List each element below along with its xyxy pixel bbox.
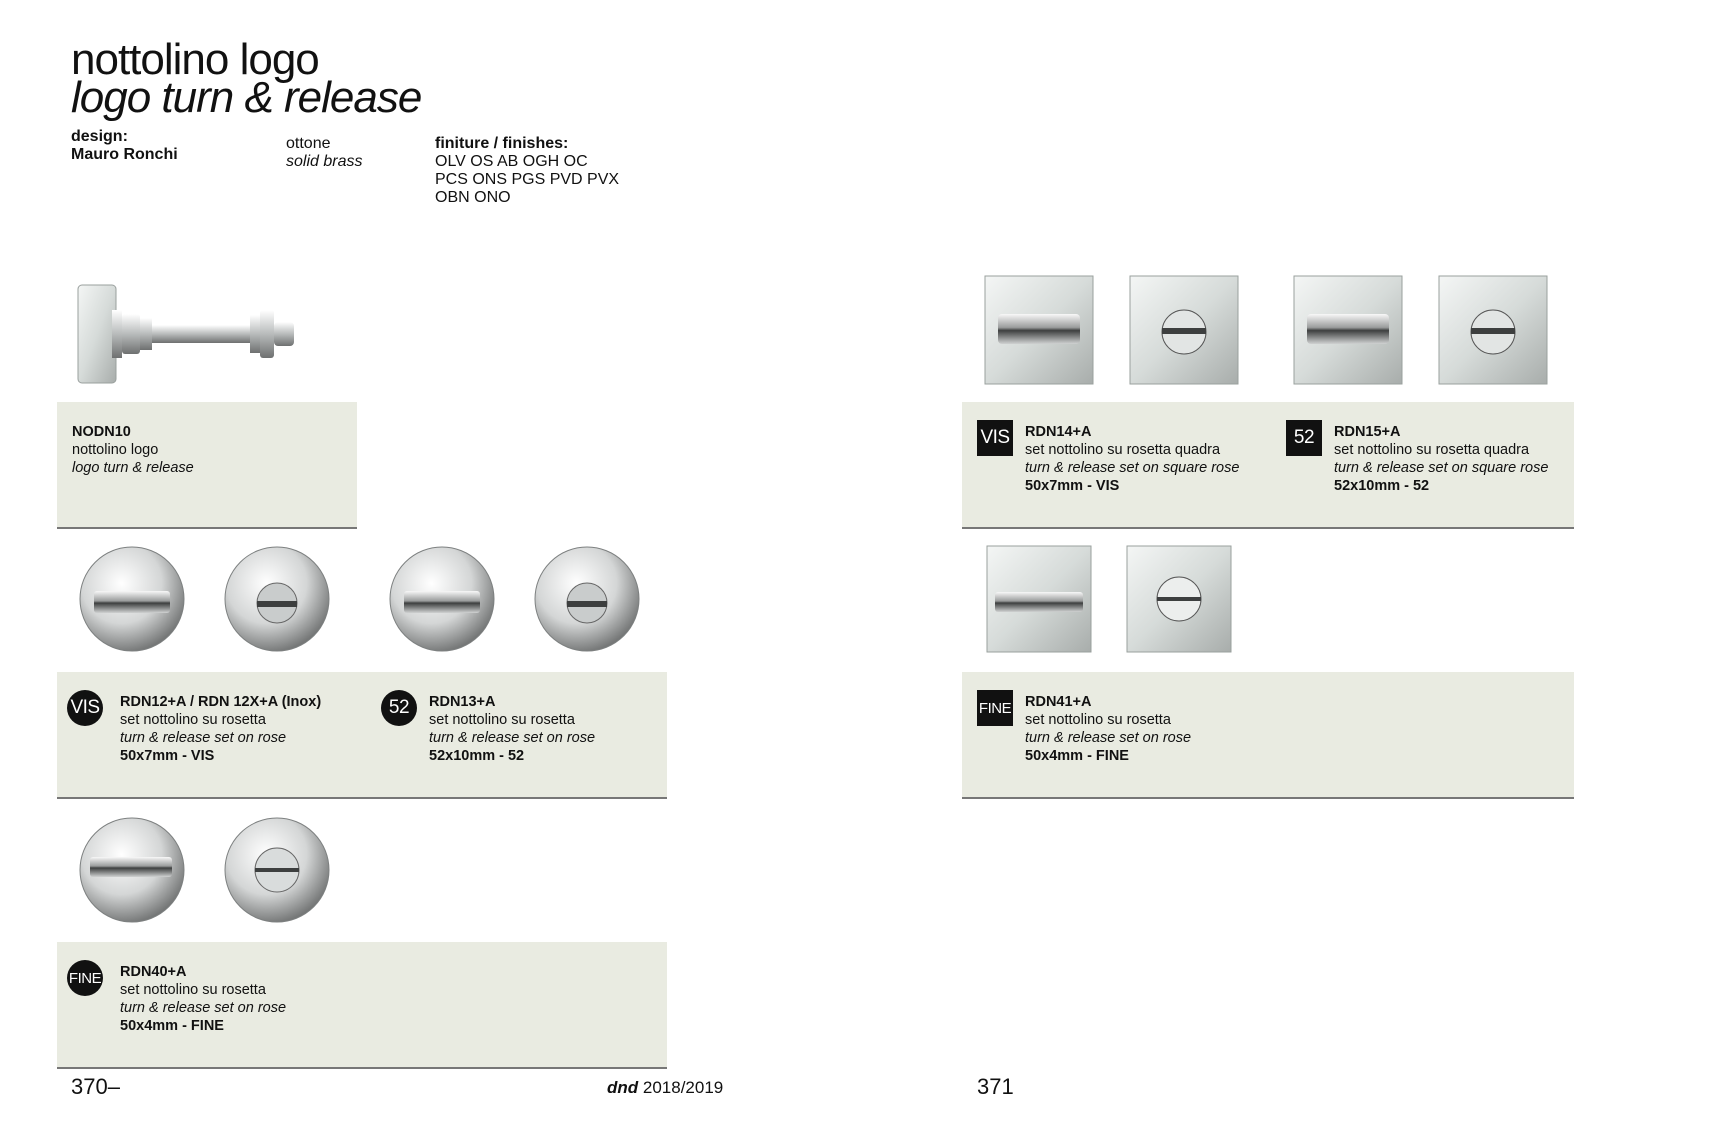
entry-nodn10 bbox=[72, 423, 194, 477]
designer-name: Mauro Ronchi bbox=[71, 146, 178, 163]
product-code: RDN41+A bbox=[1025, 694, 1092, 710]
product-size: 52x10mm - 52 bbox=[1334, 478, 1430, 494]
product-desc-english: turn & release set on square rose bbox=[1334, 460, 1549, 476]
52-badge: 52 bbox=[381, 690, 417, 726]
product-desc-italian: set nottolino su rosetta bbox=[120, 712, 266, 728]
rdn40-lever-rose bbox=[80, 818, 184, 922]
panel-rdn14-rdn15 bbox=[962, 402, 1574, 529]
entry-rdn41 bbox=[1025, 693, 1191, 765]
material-italian: ottone bbox=[286, 135, 331, 152]
panel-rdn40 bbox=[57, 942, 667, 1069]
product-code: RDN15+A bbox=[1334, 424, 1401, 440]
square-rose-images-row1 bbox=[980, 272, 1550, 387]
rdn15-indicator-rose bbox=[1439, 276, 1547, 384]
vis-badge: VIS bbox=[67, 690, 103, 726]
design-block bbox=[71, 128, 178, 164]
product-desc-italian: set nottolino su rosetta bbox=[1025, 712, 1171, 728]
product-desc-italian: set nottolino su rosetta quadra bbox=[1025, 442, 1221, 458]
entry-rdn40 bbox=[120, 963, 286, 1035]
rdn40-indicator-rose bbox=[225, 818, 329, 922]
product-desc-english: turn & release set on rose bbox=[120, 1000, 287, 1016]
finishes-block bbox=[435, 135, 619, 207]
page-number-right: 371 bbox=[977, 1074, 1014, 1099]
product-desc-english: logo turn & release bbox=[72, 460, 194, 476]
title-english: logo turn & release bbox=[71, 73, 422, 122]
design-label: design: bbox=[71, 128, 128, 145]
product-desc-english: turn & release set on square rose bbox=[1025, 460, 1240, 476]
product-desc-english: turn & release set on rose bbox=[1025, 730, 1192, 746]
product-desc-italian: nottolino logo bbox=[72, 442, 159, 458]
rdn12-lever-rose bbox=[80, 547, 184, 651]
title-italian: nottolino logo bbox=[71, 35, 319, 84]
product-desc-italian: set nottolino su rosetta quadra bbox=[1334, 442, 1530, 458]
product-code: RDN14+A bbox=[1025, 424, 1092, 440]
rdn15-lever-rose bbox=[1294, 276, 1402, 384]
nodn10-product-image bbox=[70, 280, 310, 390]
brand-name: dnd bbox=[607, 1078, 639, 1097]
catalog-year: 2018/2019 bbox=[642, 1078, 724, 1097]
product-desc-english: turn & release set on rose bbox=[429, 730, 596, 746]
fine-badge: FINE bbox=[977, 690, 1013, 726]
finishes-line: PCS ONS PGS PVD PVX bbox=[435, 171, 620, 188]
product-size: 50x4mm - FINE bbox=[120, 1018, 224, 1034]
rdn13-lever-rose bbox=[390, 547, 494, 651]
product-code: NODN10 bbox=[72, 424, 131, 440]
fine-badge: FINE bbox=[67, 960, 103, 996]
panel-rdn41 bbox=[962, 672, 1574, 799]
52-badge: 52 bbox=[1286, 420, 1322, 456]
product-size: 50x7mm - VIS bbox=[120, 748, 215, 764]
rdn41-indicator-rose bbox=[1127, 546, 1231, 652]
square-rose-images-row2 bbox=[980, 542, 1240, 657]
vis-badge: VIS bbox=[977, 420, 1013, 456]
panel-nodn10 bbox=[57, 402, 357, 529]
round-rose-images-row2 bbox=[70, 815, 330, 925]
rdn14-lever-rose bbox=[985, 276, 1093, 384]
product-size: 50x7mm - VIS bbox=[1025, 478, 1120, 494]
finishes-label: finiture / finishes: bbox=[435, 135, 569, 152]
rdn12-indicator-rose bbox=[225, 547, 329, 651]
finishes-line: OLV OS AB OGH OC bbox=[435, 153, 588, 170]
entry-rdn14 bbox=[1025, 423, 1239, 495]
entry-rdn15 bbox=[1334, 423, 1548, 495]
rdn13-indicator-rose bbox=[535, 547, 639, 651]
product-desc-italian: set nottolino su rosetta bbox=[429, 712, 575, 728]
material-block bbox=[286, 135, 362, 171]
product-desc-italian: set nottolino su rosetta bbox=[120, 982, 266, 998]
product-code: RDN13+A bbox=[429, 694, 496, 710]
round-rose-images-row1 bbox=[70, 540, 650, 655]
product-code: RDN12+A / RDN 12X+A (Inox) bbox=[120, 694, 322, 710]
finishes-line: OBN ONO bbox=[435, 189, 511, 206]
entry-rdn13 bbox=[429, 693, 595, 765]
product-size: 52x10mm - 52 bbox=[429, 748, 525, 764]
rdn41-lever-rose bbox=[987, 546, 1091, 652]
entry-rdn12 bbox=[120, 693, 321, 765]
product-size: 50x4mm - FINE bbox=[1025, 748, 1129, 764]
rdn14-indicator-rose bbox=[1130, 276, 1238, 384]
panel-rdn12-rdn13 bbox=[57, 672, 667, 799]
product-desc-english: turn & release set on rose bbox=[120, 730, 287, 746]
page-number-left: 370– bbox=[71, 1074, 120, 1099]
brand-footer bbox=[607, 1078, 723, 1098]
product-code: RDN40+A bbox=[120, 964, 187, 980]
material-english: solid brass bbox=[286, 153, 363, 170]
